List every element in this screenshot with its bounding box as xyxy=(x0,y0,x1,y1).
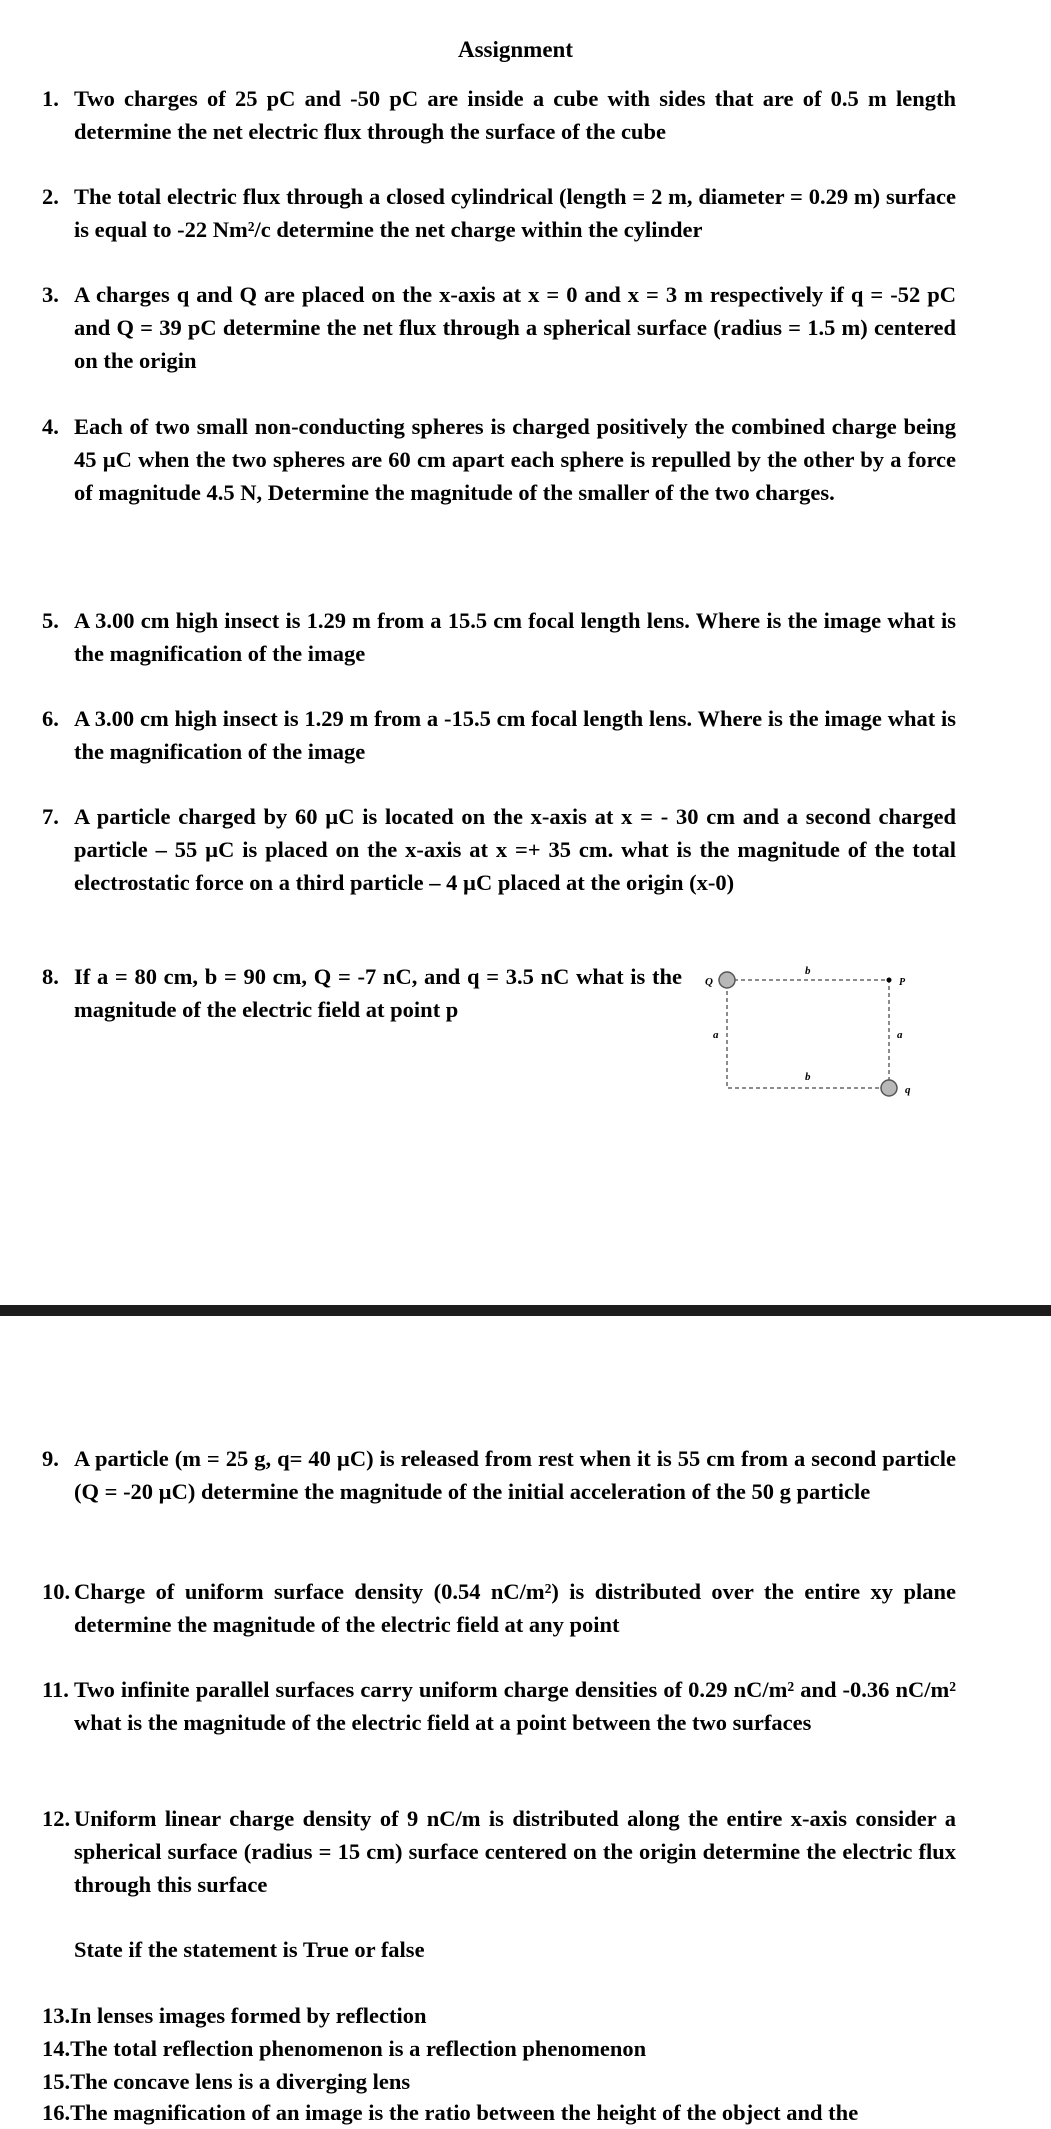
question-3 xyxy=(42,278,956,377)
label-P: P xyxy=(899,977,906,988)
question-number: 8. xyxy=(42,964,59,989)
tf-item-16-text: 16.The magnification of an image is the ratio between the height of the object and the xyxy=(42,2100,859,2125)
tf-item-14: 14.The total reflection phenomenon is a reflection phenomenon xyxy=(42,2036,647,2061)
question-text: Uniform linear charge density of 9 nC/m is distributed along the entire x-axis consider a spherical surface (radius = 15 cm) surface centered on the origin determine the electric flux through this surface xyxy=(74,1806,956,1897)
label-b-bottom: b xyxy=(805,1071,811,1083)
tf-item-15: 15.The concave lens is a diverging lens xyxy=(42,2069,411,2094)
question-number: 1. xyxy=(42,86,59,111)
question-9 xyxy=(42,1442,956,1508)
page-title: Assignment xyxy=(457,37,573,62)
label-a-left: a xyxy=(713,1029,719,1041)
question-text: A charges q and Q are placed on the x-axis at x = 0 and x = 3 m respectively if q = -52 pC and Q = 39 pC determine the net flux through a spherical surface (radius = 1.5 m) centered on the origin xyxy=(74,282,956,373)
question-text: Two infinite parallel surfaces carry uniform charge densities of 0.29 nC/m² and -0.36 nC/m² what is the magnitude of the electric field at a point between the two surfaces xyxy=(74,1677,956,1735)
question-1 xyxy=(42,82,956,148)
charge-rectangle-diagram xyxy=(700,960,920,1100)
tf-item-13: 13.In lenses images formed by reflection xyxy=(42,2003,427,2028)
question-number: 4. xyxy=(42,414,59,439)
question-7 xyxy=(42,800,956,899)
question-text: The total electric flux through a closed cylindrical (length = 2 m, diameter = 0.29 m) surface is equal to -22 Nm²/c determine the net charge within the cylinder xyxy=(74,184,956,242)
question-4 xyxy=(42,410,956,509)
question-text: A particle (m = 25 g, q= 40 µC) is released from rest when it is 55 cm from a second particle (Q = -20 µC) determine the magnitude of the initial acceleration of the 50 g particle xyxy=(74,1446,956,1504)
page-divider xyxy=(0,1305,1051,1316)
question-number: 10. xyxy=(42,1579,71,1604)
tf-item-16-cut xyxy=(42,2096,942,2125)
question-text: Charge of uniform surface density (0.54 nC/m²) is distributed over the entire xy plane determine the magnitude of the electric field at any point xyxy=(74,1579,956,1637)
question-number: 12. xyxy=(42,1806,71,1831)
true-false-heading: State if the statement is True or false xyxy=(74,1937,425,1962)
question-text: If a = 80 cm, b = 90 cm, Q = -7 nC, and q = 3.5 nC what is the magnitude of the electric field at point p xyxy=(74,964,682,1022)
question-5 xyxy=(42,604,956,670)
question-text: Each of two small non-conducting spheres is charged positively the combined charge being 45 µC when the two spheres are 60 cm apart each sphere is repulled by the other by a force of magnitude 4.5 N, Determine the magnitude of the smaller of the two charges. xyxy=(74,414,956,505)
question-number: 11. xyxy=(42,1677,69,1702)
question-number: 2. xyxy=(42,184,59,209)
point-p-dot xyxy=(887,978,892,983)
question-number: 5. xyxy=(42,608,59,633)
question-number: 7. xyxy=(42,804,59,829)
question-number: 3. xyxy=(42,282,59,307)
charge-Q-circle xyxy=(719,972,735,988)
question-number: 6. xyxy=(42,706,59,731)
question-text: Two charges of 25 pC and -50 pC are inside a cube with sides that are of 0.5 m length determine the net electric flux through the surface of the cube xyxy=(74,86,956,144)
question-8 xyxy=(42,960,682,1026)
question-2 xyxy=(42,180,956,246)
question-text: A particle charged by 60 µC is located on the x-axis at x = - 30 cm and a second charged particle – 55 µC is placed on the x-axis at x =+ 35 cm. what is the magnitude of the total electrostatic force on a third particle – 4 µC placed at the origin (x-0) xyxy=(74,804,956,895)
question-text: A 3.00 cm high insect is 1.29 m from a 15.5 cm focal length lens. Where is the image what is the magnification of the image xyxy=(74,608,956,666)
label-b-top: b xyxy=(805,965,811,977)
question-11 xyxy=(42,1673,956,1739)
label-Q: Q xyxy=(705,976,713,988)
question-text: A 3.00 cm high insect is 1.29 m from a -15.5 cm focal length lens. Where is the image what is the magnification of the image xyxy=(74,706,956,764)
question-number: 9. xyxy=(42,1446,59,1471)
question-12 xyxy=(42,1802,956,1901)
question-6 xyxy=(42,702,956,768)
label-a-right: a xyxy=(897,1029,903,1041)
label-q: q xyxy=(905,1084,911,1096)
charge-q-circle xyxy=(881,1080,897,1096)
question-10 xyxy=(42,1575,956,1641)
